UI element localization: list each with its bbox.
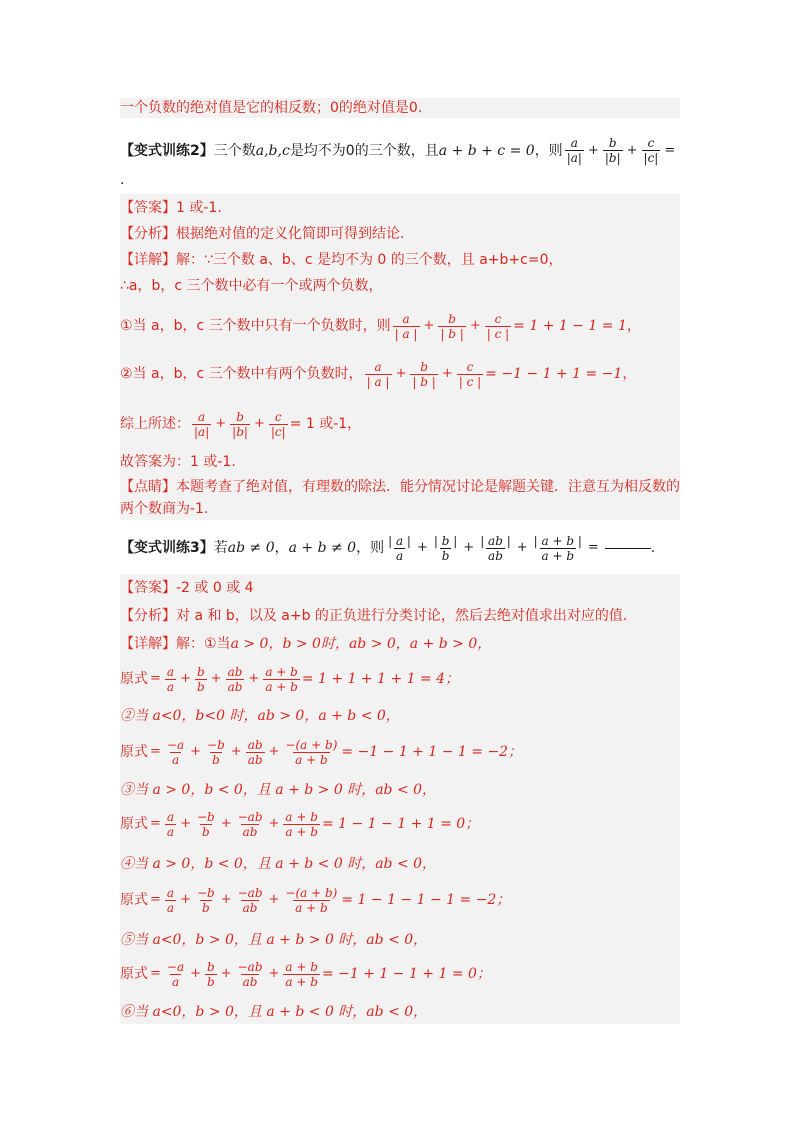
q3-r2: = −1 − 1 + 1 − 1 = −2； [341, 744, 523, 760]
q3-c1-cond: a > 0，b > 0时，ab > 0，a + b > 0， [230, 636, 492, 652]
frac-neg-b-over-b: $\frac{-b}{b}$ [196, 885, 215, 915]
q3-yuanshi: 原式 [120, 892, 148, 908]
q3-analysis-line [120, 606, 680, 626]
q2-case1-comma: ， [626, 318, 641, 334]
frac-a-over-a: $\frac{a}{a}$ [166, 885, 175, 915]
top-note: 一个负数的绝对值是它的相反数；0的绝对值是0. [120, 100, 423, 116]
q3-detail-line [120, 634, 680, 654]
q3-c6: ⑥当 a<0，b > 0，且 a + b < 0 时，ab < 0， [120, 1004, 428, 1020]
frac-neg-ab-over-ab: $\frac{-ab}{ab}$ [237, 885, 263, 915]
frac-a-abs-a: $\frac{a}{| a |}$ [394, 311, 418, 341]
q3-r3: = 1 − 1 − 1 + 1 = 0； [321, 816, 480, 832]
frac-b-over-b: $\frac{b}{b}$ [207, 959, 215, 989]
q3-stem [120, 530, 680, 566]
q2-analysis-label: 【分析】 [120, 226, 176, 242]
frac-b-over-b: $\frac{b}{b}$ [196, 664, 205, 694]
q2-answer: 1 或-1. [176, 200, 222, 216]
q3-title: 【变式训练3】 [120, 540, 214, 556]
frac-neg-ab-over-ab: $\frac{-ab}{ab}$ [237, 959, 263, 989]
frac-c-abs-c: $\frac{c}{| c |}$ [486, 311, 510, 341]
q2-case1-text: ①当 a，b，c 三个数中只有一个负数时，则 [120, 318, 391, 334]
q2-final: 故答案为：1 或-1. [120, 454, 236, 470]
q3-stem-suffix: ，则 [356, 540, 385, 556]
q3-r4-line: 原式 = $\frac{a}{a}$ + $\frac{-b}{b}$ + $\frac{-ab}{ab}$ + $\frac{-(a + b)}{a + b}$ = 1 − 1 − 1 − 1 = −2； [120, 885, 511, 915]
frac-a-abs-a: $\frac{a}{| a |}$ [366, 359, 390, 389]
q3-cond1: ab ≠ 0 [227, 540, 275, 556]
frac-apb-over-apb: $\frac{a + b}{a + b}$ [265, 664, 298, 694]
frac-apb-over-apb: $\frac{a + b}{a + b}$ [285, 959, 318, 989]
frac-ab-over-ab: $\frac{ab}{ab}$ [227, 664, 243, 694]
q2-answer-line [120, 198, 680, 218]
q3-r4: = 1 − 1 − 1 − 1 = −2； [341, 892, 511, 908]
frac-neg-a-over-a: $\frac{-a}{a}$ [166, 959, 185, 989]
q2-case2: ②当 a，b，c 三个数中有两个负数时， $\frac{a}{| a |}$ + $\frac{b}{| b |}$ + $\frac{c}{| c |}$ = −1 − 1 + 1 = −1 ， [120, 359, 637, 389]
q3-r2-line: 原式 = $\frac{-a}{a}$ + $\frac{-b}{b}$ + $\frac{ab}{ab}$ + $\frac{-(a + b)}{a + b}$ = −1 − 1 + 1 − 1 = −2； [120, 737, 523, 767]
frac-neg-ab-over-ab: $\frac{-ab}{ab}$ [237, 809, 263, 839]
q3-r1-line: 原式 = $\frac{a}{a}$ + $\frac{b}{b}$ + $\frac{ab}{ab}$ + $\frac{a + b}{a + b}$ = 1 + 1 + 1 + 1 = 4； [120, 664, 460, 694]
frac-abs-ab-over-ab: $\frac{| ab |}{ab}$ [480, 533, 511, 563]
q3-period: . [650, 540, 656, 556]
q2-comment-label: 【点睛】 [120, 479, 176, 495]
q2-case2-comma: ， [622, 366, 637, 382]
frac-neg-apb-over-apb: $\frac{-(a + b)}{a + b}$ [285, 885, 338, 915]
q2-summary-result: = 1 或-1， [289, 416, 362, 432]
frac-neg-b-over-b: $\frac{-b}{b}$ [207, 737, 225, 767]
q3-r5: = −1 + 1 − 1 + 1 = 0； [321, 966, 491, 982]
frac-c-abs-c: $\frac{c}{|c|}$ [270, 409, 286, 439]
q2-stem-suffix: ，则 [534, 142, 563, 159]
q3-answer-line [120, 578, 680, 598]
q2-detail-label: 【详解】 [120, 252, 176, 268]
q3-r5-line: 原式 = $\frac{-a}{a}$ + $\frac{b}{b}$ + $\frac{-ab}{ab}$ + $\frac{a + b}{a + b}$ = −1 + 1 − 1 + 1 = 0； [120, 959, 491, 989]
q2-stem-line: 【变式训练2】 三个数 a,b,c 是均不为0的三个数，且 a + b + c = 0 ，则 $\frac{a}{|a|}$ + $\frac{b}{|b|}$ + $\frac{c}{|c|}$ = [120, 136, 676, 165]
q2-stem-prefix: 三个数 [213, 142, 256, 159]
q3-c4: ④当 a > 0，b < 0，且 a + b < 0 时，ab < 0， [120, 856, 437, 872]
frac-b-abs-b: $\frac{b}{|b|}$ [604, 136, 621, 165]
q2-analysis: 根据绝对值的定义化简即可得到结论. [176, 226, 405, 242]
q3-answer-blank [605, 547, 651, 549]
frac-c-abs-c: $\frac{c}{| c |}$ [458, 359, 482, 389]
q3-stem-line: 【变式训练3】 若 ab ≠ 0 ， a + b ≠ 0 ，则 $\frac{| a |}{a}$ + $\frac{| b |}{b}$ + $\frac{| ab |}{ab}$ + $\frac{| a + b |}{a + b}$ = . [120, 533, 656, 563]
q3-r1: = 1 + 1 + 1 + 1 = 4； [301, 671, 460, 687]
frac-apb-over-apb: $\frac{a + b}{a + b}$ [285, 809, 318, 839]
q3-analysis: 对 a 和 b，以及 a+b 的正负进行分类讨论，然后去绝对值求出对应的值. [176, 608, 628, 624]
frac-a-over-a: $\frac{a}{a}$ [166, 809, 175, 839]
q3-stem-prefix: 若 [213, 540, 228, 556]
q3-answer: -2 或 0 或 4 [176, 580, 254, 596]
frac-ab-over-ab: $\frac{ab}{ab}$ [247, 737, 263, 767]
frac-b-abs-b: $\frac{b}{| b |}$ [412, 359, 436, 389]
q2-detail-line [120, 250, 680, 270]
q2-case1: ①当 a，b，c 三个数中只有一个负数时，则 $\frac{a}{| a |}$ + $\frac{b}{| b |}$ + $\frac{c}{| c |}$ = 1 + 1 − 1 = 1 ， [120, 311, 641, 341]
q3-answer-label: 【答案】 [120, 580, 176, 596]
q2-expr-tail: = [664, 142, 676, 158]
q2-answer-label: 【答案】 [120, 200, 176, 216]
frac-abs-a-over-a: $\frac{| a |}{a}$ [388, 533, 411, 563]
q2-period-line [120, 170, 680, 188]
q3-c2: ②当 a<0，b<0 时，ab > 0，a + b < 0， [120, 708, 400, 724]
frac-a-over-a: $\frac{a}{a}$ [166, 664, 175, 694]
q2-case2-text: ②当 a，b，c 三个数中有两个负数时， [120, 366, 363, 382]
top-note-block [120, 98, 680, 118]
frac-neg-a-over-a: $\frac{-a}{a}$ [166, 737, 185, 767]
q3-c1-head: 解：①当 [176, 636, 231, 652]
q2-solution [120, 194, 680, 520]
frac-neg-b-over-b: $\frac{-b}{b}$ [196, 809, 215, 839]
q2-vars: a,b,c [255, 142, 290, 159]
q3-yuanshi: 原式 [120, 744, 148, 760]
q2-stem-mid: 是均不为0的三个数，且 [289, 142, 439, 159]
q2-summary-text: 综上所述： [120, 416, 190, 432]
q2-summary: 综上所述： $\frac{a}{|a|}$ + $\frac{b}{|b|}$ + $\frac{c}{|c|}$ = 1 或-1， [120, 409, 362, 439]
frac-abs-apb-over-apb: $\frac{| a + b |}{a + b}$ [533, 533, 582, 563]
frac-b-abs-b: $\frac{b}{| b |}$ [440, 311, 464, 341]
q3-solution [120, 574, 680, 1024]
frac-a-abs-a: $\frac{a}{|a|}$ [194, 409, 210, 439]
q3-cond2: a + b ≠ 0 [288, 540, 357, 556]
q3-expr-tail: = [587, 540, 599, 555]
frac-a-abs-a: $\frac{a}{|a|}$ [566, 136, 582, 165]
q2-stem [120, 134, 680, 165]
q2-therefore: ∴a，b，c 三个数中必有一个或两个负数， [120, 278, 383, 294]
q2-period: . [120, 172, 125, 188]
q3-analysis-label: 【分析】 [120, 608, 176, 624]
q3-c5: ⑤当 a<0，b > 0，且 a + b > 0 时，ab < 0， [120, 932, 428, 948]
frac-c-abs-c: $\frac{c}{|c|}$ [643, 136, 659, 165]
q2-comment-text: 本题考查了绝对值，有理数的除法．能分情况讨论是解题关键．注意互为相反数的两个数商为-1. [120, 479, 680, 517]
q3-yuanshi: 原式 [120, 966, 148, 982]
frac-b-abs-b: $\frac{b}{|b|}$ [232, 409, 248, 439]
q3-yuanshi: 原式 [120, 671, 148, 687]
frac-abs-b-over-b: $\frac{| b |}{b}$ [433, 533, 458, 563]
q2-analysis-line [120, 224, 680, 244]
q3-r3-line: 原式 = $\frac{a}{a}$ + $\frac{-b}{b}$ + $\frac{-ab}{ab}$ + $\frac{a + b}{a + b}$ = 1 − 1 − 1 + 1 = 0； [120, 809, 480, 839]
q2-condition: a + b + c = 0 [438, 142, 535, 159]
q2-comment [120, 476, 680, 520]
q3-c3: ③当 a > 0，b < 0，且 a + b > 0 时，ab < 0， [120, 782, 437, 798]
q2-case2-result: = −1 − 1 + 1 = −1 [485, 366, 623, 382]
q2-detail: 解：∵三个数 a、b、c 是均不为 0 的三个数，且 a+b+c=0， [176, 252, 563, 268]
q3-yuanshi: 原式 [120, 816, 148, 832]
q2-title: 【变式训练2】 [120, 142, 214, 159]
q3-detail-label: 【详解】 [120, 636, 176, 652]
frac-neg-apb-over-apb: $\frac{-(a + b)}{a + b}$ [285, 737, 338, 767]
q2-case1-result: = 1 + 1 − 1 = 1 [513, 318, 627, 334]
